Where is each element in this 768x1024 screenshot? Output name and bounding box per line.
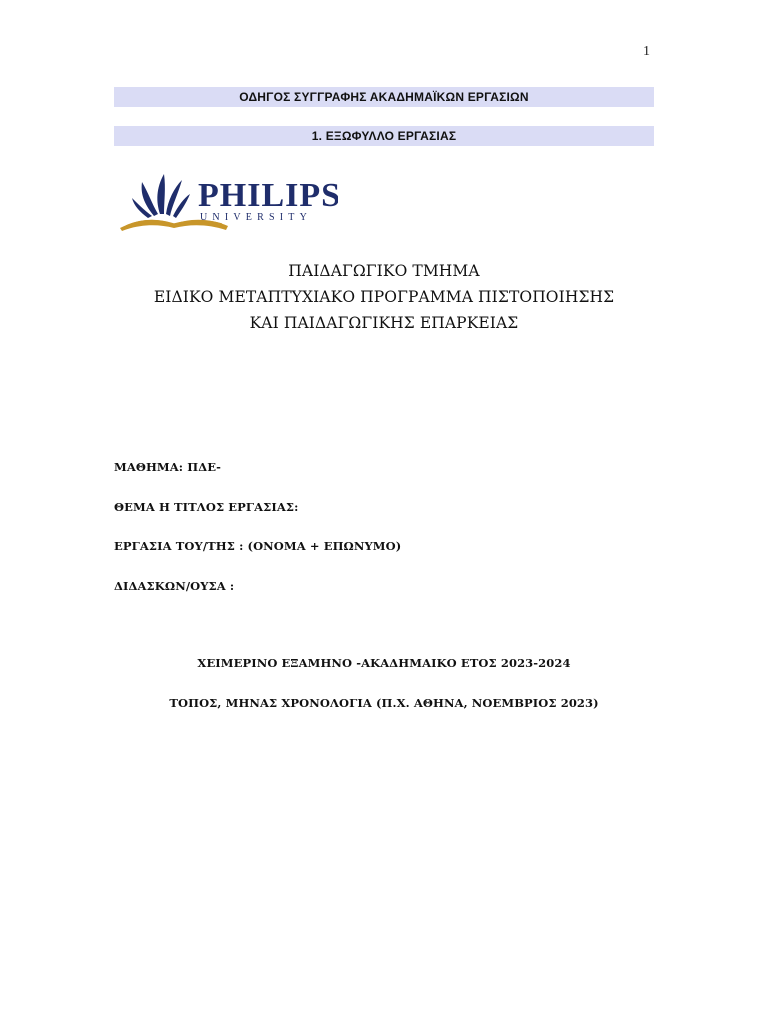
course-field: ΜΑΘΗΜΑ: ΠΔΕ- — [114, 460, 221, 474]
guide-title-band: ΟΔΗΓΟΣ ΣΥΓΓΡΑΦΗΣ ΑΚΑΔΗΜΑΪΚΩΝ ΕΡΓΑΣΙΩΝ — [114, 87, 654, 107]
section-title-band: 1. ΕΞΩΦΥΛΛΟ ΕΡΓΑΣΙΑΣ — [114, 126, 654, 146]
logo-flame-icon — [132, 174, 190, 218]
logo-name: PHILIPS — [198, 177, 338, 214]
instructor-field: ΔΙΔΑΣΚΩΝ/ΟΥΣΑ : — [114, 579, 235, 593]
logo-subtitle: UNIVERSITY — [200, 212, 312, 223]
department-heading — [0, 258, 768, 336]
place-date-line: ΤΟΠΟΣ, ΜΗΝΑΣ ΧΡΟΝΟΛΟΓΙΑ (Π.Χ. ΑΘΗΝΑ, ΝΟΕΜΒΡΙΟΣ 2023) — [169, 696, 599, 710]
topic-field: ΘΕΜΑ Η ΤΙΤΛΟΣ ΕΡΓΑΣΙΑΣ: — [114, 500, 299, 514]
page-number: 1 — [643, 44, 650, 59]
semester-line: ΧΕΙΜΕΡΙΝΟ ΕΞΑΜΗΝΟ -ΑΚΑΔΗΜΑΙΚΟ ΕΤΟΣ 2023-2024 — [197, 656, 571, 670]
department-line-1: ΠΑΙΔΑΓΩΓΙΚΟ ΤΜΗΜΑ — [288, 262, 480, 280]
department-line-2: ΕΙΔΙΚΟ ΜΕΤΑΠΤΥΧΙΑΚΟ ΠΡΟΓΡΑΜΜΑ ΠΙΣΤΟΠΟΙΗΣΗΣ — [153, 288, 615, 306]
author-field: ΕΡΓΑΣΙΑ ΤΟΥ/ΤΗΣ : (ΟΝΟΜΑ + ΕΠΩΝΥΜΟ) — [114, 539, 402, 553]
philips-university-logo — [118, 168, 338, 234]
department-line-3: ΚΑΙ ΠΑΙΔΑΓΩΓΙΚΗΣ ΕΠΑΡΚΕΙΑΣ — [249, 314, 519, 332]
